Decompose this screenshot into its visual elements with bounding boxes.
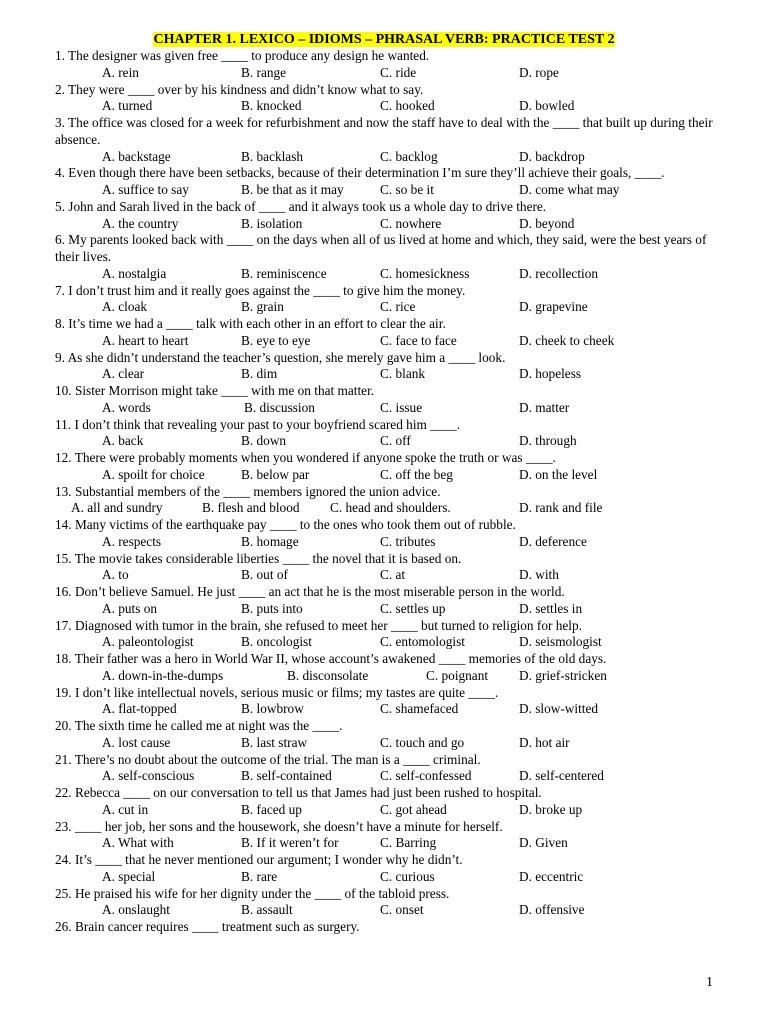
- answer-options: [55, 400, 721, 417]
- answer-option: D. hot air: [519, 734, 570, 750]
- question-item: [55, 48, 721, 82]
- answer-options: [55, 835, 721, 852]
- answer-option: D. with: [519, 567, 559, 583]
- question-item: [55, 919, 721, 936]
- answer-options: [55, 634, 721, 651]
- answer-option: A. lost cause: [102, 734, 171, 750]
- answer-option: D. deference: [519, 533, 587, 549]
- answer-option: C. blank: [380, 366, 426, 382]
- question-item: [55, 685, 721, 719]
- chapter-title-text: CHAPTER 1. LEXICO – IDIOMS – PHRASAL VERB: PRACTICE TEST 2: [153, 32, 615, 47]
- answer-option: A. back: [102, 433, 144, 449]
- question-text: 15. The movie takes considerable liberties ____ the novel that it is based on.: [55, 550, 462, 566]
- answer-option: C. head and shoulders.: [330, 500, 451, 516]
- answer-option: B. discussion: [244, 399, 315, 415]
- question-text: 21. There’s no doubt about the outcome of the trial. The man is a ____ criminal.: [55, 751, 481, 767]
- answer-options: [55, 299, 721, 316]
- answer-option: A. to: [102, 567, 129, 583]
- answer-option: C. settles up: [380, 600, 446, 616]
- answer-option: C. tributes: [380, 533, 436, 549]
- answer-option: B. disconsolate: [287, 667, 369, 683]
- answer-option: B. eye to eye: [241, 332, 311, 348]
- answer-option: A. words: [102, 399, 151, 415]
- answer-option: A. down-in-the-dumps: [102, 667, 224, 683]
- answer-option: D. cheek to cheek: [519, 332, 615, 348]
- answer-options: [55, 668, 721, 685]
- answer-options: [55, 149, 721, 166]
- answer-option: A. nostalgia: [102, 265, 167, 281]
- answer-option: B. dim: [241, 366, 278, 382]
- answer-option: B. lowbrow: [241, 701, 304, 717]
- answer-option: D. through: [519, 433, 577, 449]
- question-item: [55, 852, 721, 886]
- answer-option: A. paleontologist: [102, 634, 194, 650]
- answer-options: [55, 735, 721, 752]
- answer-option: B. puts into: [241, 600, 303, 616]
- answer-option: D. come what may: [519, 182, 620, 197]
- answer-options: [55, 333, 721, 350]
- page-number: 1: [706, 975, 713, 990]
- answer-option: B. faced up: [241, 801, 302, 817]
- question-text: 4. Even though there have been setbacks, because of their determination I’m sure they’ll achieve their goals, ____.: [55, 165, 665, 181]
- answer-option: A. backstage: [102, 148, 171, 164]
- question-item: [55, 82, 721, 116]
- question-text: 20. The sixth time he called me at night was the ____.: [55, 718, 343, 733]
- answer-option: A. spoilt for choice: [102, 466, 205, 482]
- answer-option: D. seismologist: [519, 634, 602, 650]
- answer-option: A. onslaught: [102, 902, 170, 918]
- answer-option: B. oncologist: [241, 634, 312, 650]
- question-text: 18. Their father was a hero in World War II, whose account’s awakened ____ memories of the old days.: [55, 651, 607, 666]
- question-text: 10. Sister Morrison might take ____ with me on that matter.: [55, 383, 375, 398]
- answer-option: A. all and sundry: [71, 500, 163, 516]
- question-item: [55, 517, 721, 551]
- question-item: [55, 199, 721, 233]
- question-text: 2. They were ____ over by his kindness and didn’t know what to say.: [55, 81, 424, 97]
- answer-option: A. respects: [102, 533, 162, 549]
- answer-option: B. down: [241, 433, 287, 449]
- answer-option: B. last straw: [241, 734, 308, 750]
- answer-option: D. broke up: [519, 801, 583, 817]
- answer-options: [55, 567, 721, 584]
- answer-option: C. poignant: [426, 667, 489, 683]
- question-item: [55, 165, 721, 199]
- question-text: 13. Substantial members of the ____ members ignored the union advice.: [55, 483, 441, 499]
- question-text: 24. It’s ____ that he never mentioned our argument; I wonder why he didn’t.: [55, 852, 463, 867]
- answer-option: D. recollection: [519, 265, 599, 281]
- answer-option: C. rice: [380, 299, 416, 315]
- answer-option: C. face to face: [380, 332, 457, 348]
- answer-options: [55, 433, 721, 450]
- answer-option: D. offensive: [519, 902, 585, 918]
- question-text: 3. The office was closed for a week for refurbishment and now the staff have to deal with the ____ that built up during their absence.: [55, 115, 713, 147]
- answer-options: [55, 500, 721, 517]
- answer-options: [55, 366, 721, 383]
- question-text: 16. Don’t believe Samuel. He just ____ an act that he is the most miserable person in the world.: [55, 584, 565, 599]
- answer-option: B. self-contained: [241, 768, 332, 784]
- answer-options: [55, 216, 721, 233]
- question-item: [55, 450, 721, 484]
- answer-option: B. range: [241, 64, 287, 80]
- question-item: [55, 651, 721, 685]
- answer-option: D. slow-witted: [519, 701, 599, 717]
- answer-option: C. homesickness: [380, 265, 470, 281]
- answer-option: B. homage: [241, 533, 299, 549]
- answer-option: A. rein: [102, 64, 139, 80]
- answer-option: D. bowled: [519, 98, 575, 114]
- answer-options: [55, 534, 721, 551]
- question-text: 22. Rebecca ____ on our conversation to tell us that James had just been rushed to hospital.: [55, 785, 542, 800]
- answer-option: D. eccentric: [519, 868, 584, 884]
- question-text: 5. John and Sarah lived in the back of ____ and it always took us a whole day to drive there.: [55, 198, 547, 214]
- answer-options: [55, 601, 721, 618]
- question-text: 11. I don’t think that revealing your past to your boyfriend scared him ____.: [55, 416, 461, 432]
- answer-option: A. cloak: [102, 299, 148, 315]
- answer-option: A. turned: [102, 98, 153, 114]
- answer-option: C. ride: [380, 64, 417, 80]
- answer-option: C. got ahead: [380, 801, 447, 817]
- question-text: 8. It’s time we had a ____ talk with each other in an effort to clear the air.: [55, 316, 446, 331]
- answer-option: C. self-confessed: [380, 768, 472, 784]
- question-text: 25. He praised his wife for her dignity under the ____ of the tabloid press.: [55, 885, 450, 901]
- answer-option: D. matter: [519, 399, 570, 415]
- answer-option: C. issue: [380, 399, 423, 415]
- answer-options: [55, 65, 721, 82]
- question-item: [55, 484, 721, 518]
- answer-options: [55, 98, 721, 115]
- answer-option: D. Given: [519, 835, 568, 851]
- answer-option: D. beyond: [519, 215, 575, 231]
- answer-option: C. off: [380, 433, 411, 449]
- answer-option: C. Barring: [380, 835, 437, 851]
- answer-option: D. rope: [519, 64, 559, 80]
- answer-option: B. reminiscence: [241, 265, 327, 281]
- answer-options: [55, 869, 721, 886]
- question-item: [55, 417, 721, 451]
- answer-option: D. grapevine: [519, 299, 588, 315]
- answer-option: D. grief-stricken: [519, 667, 607, 683]
- answer-option: D. rank and file: [519, 500, 603, 516]
- answer-options: [55, 768, 721, 785]
- answer-option: D. self-centered: [519, 768, 604, 784]
- answer-option: A. clear: [102, 366, 145, 382]
- answer-option: A. What with: [102, 835, 174, 851]
- question-item: [55, 115, 721, 165]
- question-item: [55, 551, 721, 585]
- answer-option: D. on the level: [519, 466, 598, 482]
- question-item: [55, 785, 721, 819]
- answer-option: A. heart to heart: [102, 332, 189, 348]
- answer-option: A. special: [102, 868, 156, 884]
- answer-option: C. onset: [380, 902, 424, 918]
- question-item: [55, 232, 721, 282]
- answer-option: D. settles in: [519, 600, 583, 616]
- answer-option: A. flat-topped: [102, 701, 177, 717]
- answer-option: B. assault: [241, 902, 293, 918]
- question-item: [55, 819, 721, 853]
- answer-option: C. shamefaced: [380, 701, 459, 717]
- question-item: [55, 618, 721, 652]
- answer-options: [55, 802, 721, 819]
- answer-option: C. entomologist: [380, 634, 465, 650]
- answer-option: B. backlash: [241, 148, 304, 164]
- answer-options: [55, 902, 721, 919]
- question-text: 1. The designer was given free ____ to produce any design he wanted.: [55, 48, 430, 63]
- question-item: [55, 350, 721, 384]
- question-text: 6. My parents looked back with ____ on the days when all of us lived at home and which, they said, were the best years of their lives.: [55, 232, 707, 264]
- question-text: 9. As she didn’t understand the teacher’s question, she merely gave him a ____ look.: [55, 349, 506, 365]
- answer-option: C. backlog: [380, 148, 438, 164]
- answer-option: B. out of: [241, 567, 288, 583]
- question-text: 19. I don’t like intellectual novels, serious music or films; my tastes are quite ____.: [55, 684, 499, 700]
- question-item: [55, 718, 721, 752]
- answer-option: A. the country: [102, 215, 179, 231]
- answer-option: B. knocked: [241, 98, 302, 114]
- answer-option: A. suffice to say: [102, 182, 189, 197]
- answer-option: C. at: [380, 567, 406, 583]
- answer-options: [55, 467, 721, 484]
- question-list: [55, 48, 721, 936]
- answer-option: B. rare: [241, 868, 278, 884]
- answer-option: B. If it weren’t for: [241, 835, 339, 851]
- answer-options: [55, 701, 721, 718]
- question-item: [55, 383, 721, 417]
- answer-option: D. backdrop: [519, 148, 585, 164]
- answer-option: B. isolation: [241, 215, 303, 231]
- question-item: [55, 316, 721, 350]
- question-text: 26. Brain cancer requires ____ treatment such as surgery.: [55, 919, 360, 934]
- answer-option: A. puts on: [102, 600, 158, 616]
- question-item: [55, 584, 721, 618]
- question-item: [55, 752, 721, 786]
- question-item: [55, 886, 721, 920]
- answer-option: C. off the beg: [380, 466, 453, 482]
- answer-option: D. hopeless: [519, 366, 582, 382]
- answer-option: B. below par: [241, 466, 310, 482]
- question-item: [55, 283, 721, 317]
- answer-option: B. flesh and blood: [202, 500, 300, 516]
- question-text: 12. There were probably moments when you wondered if anyone spoke the truth or was ____.: [55, 450, 556, 465]
- answer-option: A. self-conscious: [102, 768, 195, 784]
- answer-option: C. curious: [380, 868, 435, 884]
- chapter-title: [0, 31, 768, 49]
- answer-option: B. grain: [241, 299, 284, 315]
- answer-options: [55, 182, 721, 199]
- answer-option: C. so be it: [380, 182, 434, 197]
- answer-option: C. nowhere: [380, 215, 442, 231]
- answer-option: C. touch and go: [380, 734, 465, 750]
- answer-option: C. hooked: [380, 98, 435, 114]
- answer-option: B. be that as it may: [241, 182, 344, 197]
- answer-option: A. cut in: [102, 801, 149, 817]
- question-text: 14. Many victims of the earthquake pay ____ to the ones who took them out of rubble.: [55, 517, 516, 532]
- question-text: 23. ____ her job, her sons and the housework, she doesn’t have a minute for herself.: [55, 818, 503, 834]
- answer-options: [55, 266, 721, 283]
- question-text: 17. Diagnosed with tumor in the brain, she refused to meet her ____ but turned to religion for help.: [55, 617, 582, 633]
- question-text: 7. I don’t trust him and it really goes against the ____ to give him the money.: [55, 282, 466, 298]
